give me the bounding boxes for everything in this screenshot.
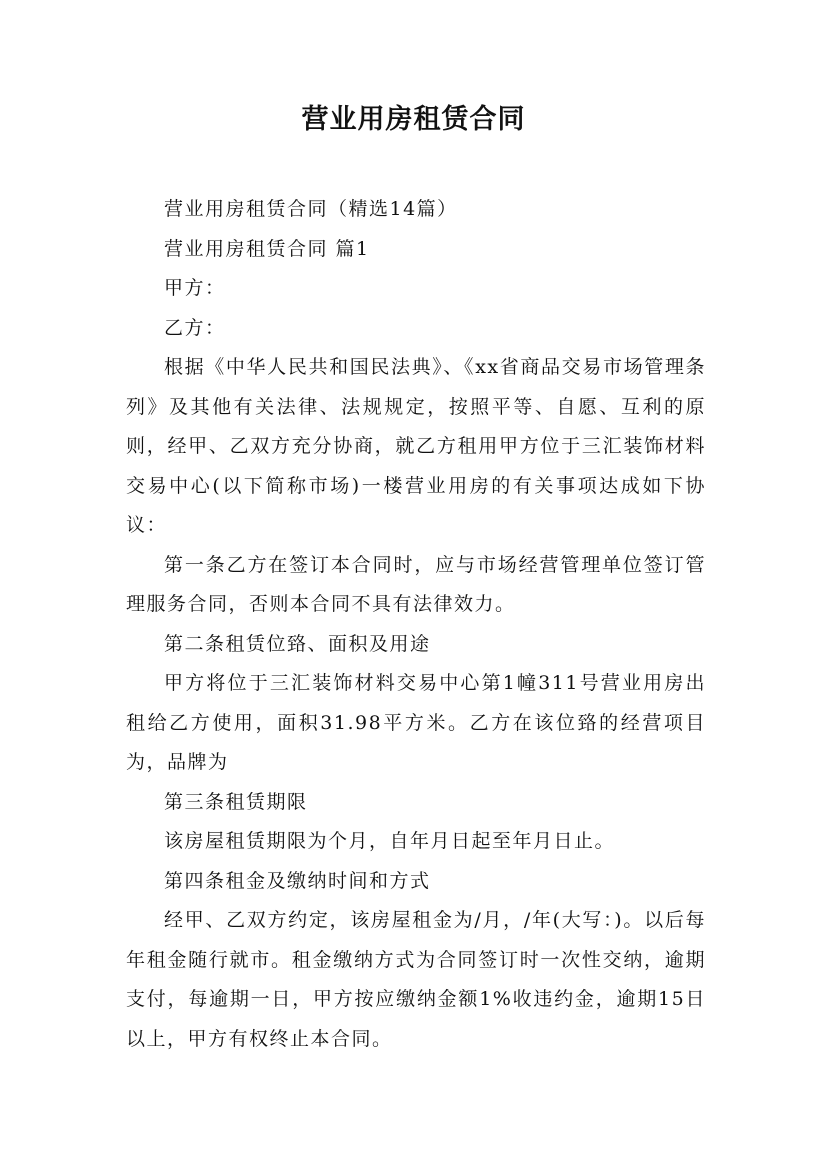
paragraph: 经甲、乙双方约定，该房屋租金为/月，/年(大写：)。以后每年租金随行就市。租金缴纳方式为合同签订时一次性交纳，逾期支付，每逾期一日，甲方按应缴纳金额1%收违约金，逾期15日以上，甲方有权终止本合同。 <box>126 909 706 1050</box>
paragraph: 乙方： <box>164 316 226 339</box>
paragraph: 根据《中华人民共和国民法典》、《xx省商品交易市场管理条列》及其他有关法律、法规规定，按照平等、自愿、互利的原则，经甲、乙双方充分协商，就乙方租用甲方位于三汇装饰材料交易中心(以下简称市场)一楼营业用房的有关事项达成如下协议： <box>126 356 706 536</box>
paragraph: 甲方将位于三汇装饰材料交易中心第1幢311号营业用房出租给乙方使用，面积31.98平方米。乙方在该位臵的经营项目为，品牌为 <box>126 672 706 773</box>
document-body <box>126 190 706 1059</box>
document-title: 营业用房租赁合同 <box>301 104 526 135</box>
paragraph: 第二条租赁位臵、面积及用途 <box>164 632 431 655</box>
paragraph: 甲方： <box>164 277 226 299</box>
paragraph: 第一条乙方在签订本合同时，应与市场经营管理单位签订管理服务合同，否则本合同不具有法律效力。 <box>126 553 706 615</box>
paragraph: 营业用房租赁合同 篇1 <box>164 237 370 260</box>
paragraph: 营业用房租赁合同（精选14篇） <box>164 198 458 220</box>
paragraph: 第四条租金及缴纳时间和方式 <box>164 869 431 892</box>
paragraph: 第三条租赁期限 <box>164 790 308 813</box>
paragraph: 该房屋租赁期限为个月，自年月日起至年月日止。 <box>164 830 616 852</box>
